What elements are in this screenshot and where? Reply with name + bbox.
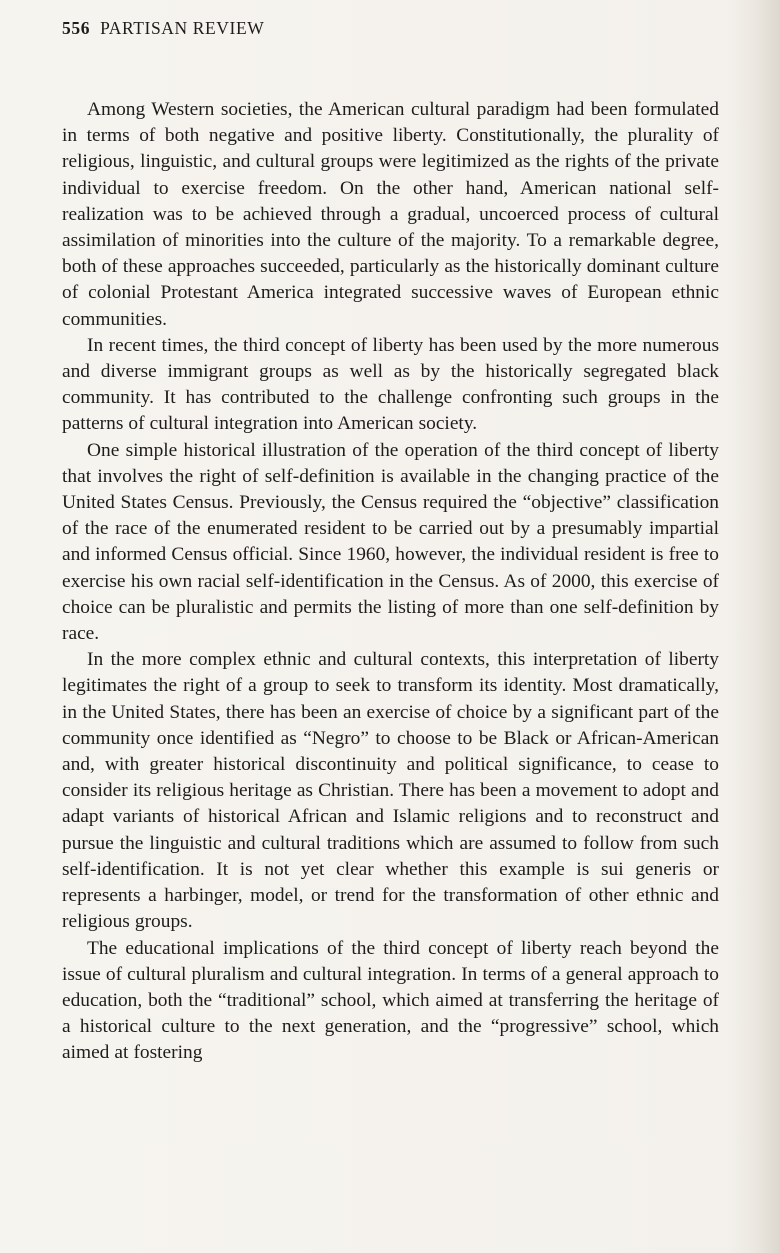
- page-number: 556: [62, 18, 91, 38]
- paragraph-5: The educational implications of the third concept of liberty reach beyond the issue of cultural pluralism and cultural integration. In terms of a general approach to education, both the “traditional” school, which aimed at transferring the heritage of a historical culture to the next generation, and the “progressive” school, which aimed at fostering: [62, 937, 719, 1064]
- paragraph-3: One simple historical illustration of the operation of the third concept of liberty that involves the right of self-definition is available in the changing practice of the United States Census. Previously, the Census required the “objective” classification of the race of the enumerated resident to be carried out by a presumably impartial and informed Census official. Since 1960, however, the individual resident is free to exercise his own racial self-identification in the Census. As of 2000, this exercise of choice can be pluralistic and permits the listing of more than one self-definition by race.: [62, 439, 719, 645]
- paragraph-2: In recent times, the third concept of liberty has been used by the more numerous and diverse immigrant groups as well as by the historically segregated black community. It has contributed to the challenge confronting such groups in the patterns of cultural integration into American society.: [62, 334, 719, 435]
- paragraph-1: Among Western societies, the American cultural paradigm had been formulated in terms of both negative and positive liberty. Constitutionally, the plurality of religious, linguistic, and cultural groups were legitimized as the rights of the private individual to exercise freedom. On the other hand, American national self-realization was to be achieved through a gradual, uncoerced process of cultural assimilation of minorities into the culture of the majority. To a remarkable degree, both of these approaches succeeded, particularly as the historically dominant culture of colonial Protestant America integrated successive waves of European ethnic communities.: [62, 99, 719, 330]
- journal-title: PARTISAN REVIEW: [100, 18, 265, 38]
- body-text: [62, 97, 719, 1067]
- paragraph-4: In the more complex ethnic and cultural contexts, this interpretation of liberty legitimates the right of a group to seek to transform its identity. Most dramatically, in the United States, there has been an exercise of choice by a significant part of the community once identified as “Negro” to choose to be Black or African-American and, with greater historical discontinuity and political significance, to cease to consider its religious heritage as Christian. There has been a movement to adopt and adapt variants of historical African and Islamic religions and to reconstruct and pursue the linguistic and cultural traditions which are assumed to follow from such self-identification. It is not yet clear whether this example is sui generis or represents a harbinger, model, or trend for the transformation of other ethnic and religious groups.: [62, 649, 719, 933]
- running-head: [62, 18, 264, 39]
